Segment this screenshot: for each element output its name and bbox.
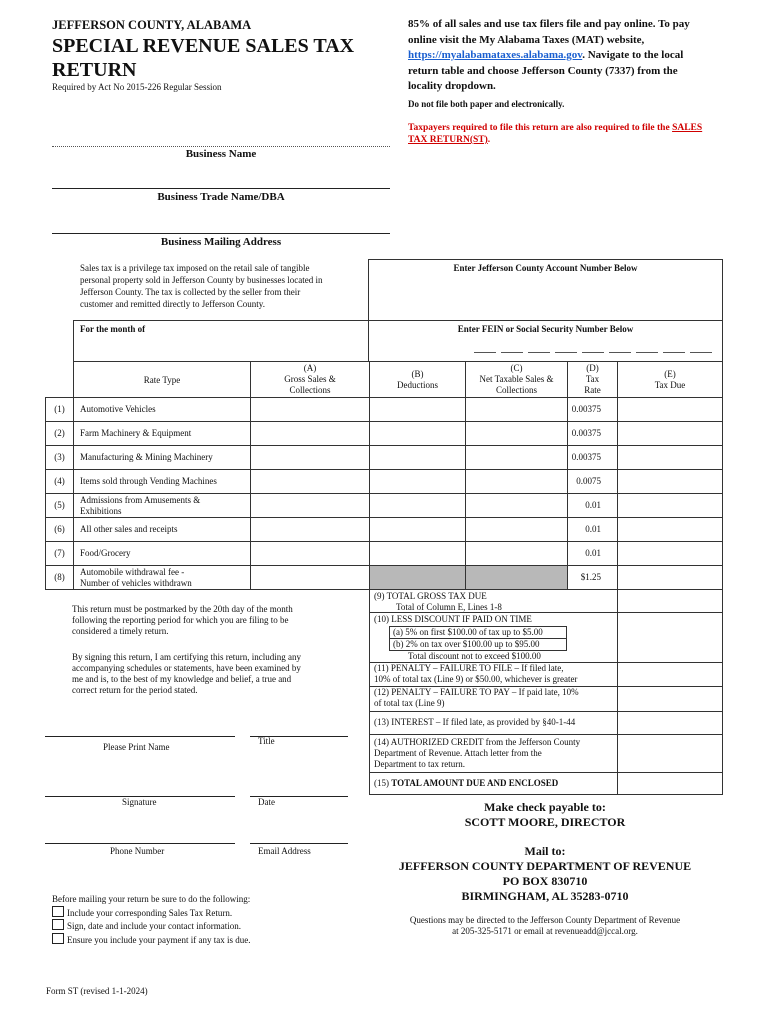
tax-due-input[interactable]: [617, 565, 723, 590]
fein-label: Enter FEIN or Social Security Number Below: [457, 324, 634, 334]
required-by-act: Required by Act No 2015-226 Regular Session: [52, 82, 222, 92]
print-name-line: [45, 736, 235, 737]
info-line: Jefferson County. The tax is collected by the seller from their: [80, 287, 301, 297]
line-12-amount[interactable]: [617, 686, 723, 712]
rate-type-text: Number of vehicles withdrawn: [80, 578, 192, 588]
account-number-label: Enter Jefferson County Account Number Below: [453, 263, 638, 273]
line-15-amount[interactable]: [617, 772, 723, 795]
deductions-input[interactable]: [369, 517, 466, 542]
net-taxable-input[interactable]: [465, 469, 568, 494]
line-15-title: TOTAL AMOUNT DUE AND ENCLOSED: [391, 778, 559, 788]
info-line: personal property sold in Jefferson County by businesses located in: [80, 275, 323, 285]
line-10-title: (10) LESS DISCOUNT IF PAID ON TIME: [374, 614, 532, 624]
fein-box[interactable]: [368, 320, 723, 362]
net-taxable-input[interactable]: [465, 445, 568, 470]
deductions-input[interactable]: [369, 445, 466, 470]
column-d-title: Rate: [584, 385, 601, 395]
title-label: Title: [258, 736, 275, 746]
column-c-title: Collections: [496, 385, 537, 395]
line-11-amount[interactable]: [617, 662, 723, 687]
line-10-label: [374, 614, 614, 625]
business-mailing-address-field[interactable]: [52, 216, 390, 232]
certify-line: accompanying schedules or statements, have been examined by: [72, 663, 301, 673]
column-c-letter: (C): [510, 363, 523, 373]
deductions-input[interactable]: [369, 493, 466, 518]
net-taxable-input[interactable]: [465, 517, 568, 542]
gross-sales-input[interactable]: [250, 493, 370, 518]
net-taxable-input[interactable]: [465, 397, 568, 422]
form-title-line-2: RETURN: [52, 59, 137, 81]
business-name-field[interactable]: [52, 130, 390, 146]
row-8-deductions-disabled: [369, 565, 466, 590]
tax-rate: 0.00375: [567, 421, 618, 446]
divider: [369, 734, 618, 735]
column-e-title: Tax Due: [654, 380, 686, 390]
date-field[interactable]: [250, 780, 348, 796]
line-14-label: [374, 737, 620, 770]
line-9-label: [374, 591, 614, 613]
signature-field[interactable]: [45, 780, 235, 796]
rate-type-text: Food/Grocery: [80, 548, 131, 558]
gross-sales-input[interactable]: [250, 541, 370, 566]
sales-link[interactable]: SALES: [672, 123, 703, 133]
line-12-subtitle: of total tax (Line 9): [374, 698, 445, 708]
email-label: Email Address: [258, 846, 311, 856]
tax-due-input[interactable]: [617, 469, 723, 494]
tax-due-input[interactable]: [617, 445, 723, 470]
divider: [369, 711, 618, 712]
line-10-limit: Total discount not to exceed $100.00: [408, 651, 541, 661]
column-a-title: Gross Sales &: [284, 374, 336, 384]
certify-line: By signing this return, I am certifying this return, including any: [72, 652, 301, 662]
fein-digit-slot[interactable]: [474, 352, 496, 353]
line-15-label: [374, 778, 620, 789]
column-a-header: [250, 361, 370, 398]
gross-sales-input[interactable]: [250, 397, 370, 422]
column-a-title: Collections: [289, 385, 331, 395]
tax-rate: 0.00375: [567, 397, 618, 422]
info-line: Sales tax is a privilege tax imposed on the retail sale of tangible: [80, 263, 310, 273]
fein-digit-slot[interactable]: [555, 352, 577, 353]
signature-label: Signature: [122, 797, 157, 807]
checklist-item-text: Ensure you include your payment if any tax is due.: [67, 934, 251, 945]
gross-sales-input[interactable]: [250, 517, 370, 542]
rate-type-text: Items sold through Vending Machines: [80, 476, 217, 486]
rate-type-header: [73, 361, 251, 398]
divider: [369, 612, 618, 613]
row-number: (8): [45, 565, 74, 590]
column-c-title: Net Taxable Sales &: [479, 374, 554, 384]
row-number: (2): [45, 421, 74, 446]
requirement-text: Taxpayers required to file this return are also required to file the: [408, 123, 673, 133]
tax-due-input[interactable]: [617, 517, 723, 542]
row-number: (1): [45, 397, 74, 422]
trade-name-label: Business Trade Name/DBA: [157, 191, 285, 203]
notice-line: online visit the My Alabama Taxes (MAT) website,: [408, 33, 645, 46]
form-revision: Form ST (revised 1-1-2024): [46, 986, 148, 996]
divider: [369, 772, 618, 773]
column-e-header: [617, 361, 723, 398]
do-not-file-both-note: Do not file both paper and electronically.: [408, 99, 565, 109]
checklist-heading: Before mailing your return be sure to do the following:: [52, 894, 251, 904]
county-heading: JEFFERSON COUNTY, ALABAMA: [52, 18, 252, 32]
line-10b-text: (b) 2% on tax over $100.00 up to $95.00: [393, 639, 540, 649]
sales-tax-info: [80, 262, 370, 310]
mailing-address-underline: [52, 233, 390, 234]
deductions-input[interactable]: [369, 469, 466, 494]
trade-name-underline: [52, 188, 390, 189]
gross-sales-input[interactable]: [250, 445, 370, 470]
certify-line: me and is, to the best of my knowledge and belief, a true and: [72, 674, 292, 684]
line-15-number: (15): [374, 778, 392, 788]
rate-type-text: Manufacturing & Mining Machinery: [80, 452, 213, 462]
business-name-underline: [52, 146, 390, 147]
checklist-checkbox[interactable]: [52, 933, 64, 944]
line-10-amount[interactable]: [617, 612, 723, 663]
online-filing-notice: [408, 17, 738, 95]
deductions-input[interactable]: [369, 541, 466, 566]
tax-rate: 0.01: [567, 541, 618, 566]
tax-rate: $1.25: [567, 565, 618, 590]
form-title-line-1: SPECIAL REVENUE SALES TAX: [52, 35, 355, 57]
tax-rate: 0.00375: [567, 445, 618, 470]
tax-rate: 0.01: [567, 493, 618, 518]
mailing-checklist: [52, 894, 352, 946]
totals-bottom-border: [369, 794, 618, 795]
row-8-net-taxable-disabled: [465, 565, 568, 590]
certify-line: correct return for the period stated.: [72, 685, 198, 695]
column-b-letter: (B): [411, 369, 424, 379]
net-taxable-input[interactable]: [465, 493, 568, 518]
gross-sales-input[interactable]: [250, 565, 370, 590]
tax-rate: 0.0075: [567, 469, 618, 494]
column-d-letter: (D): [586, 363, 599, 373]
line-11-title: (11) PENALTY – FAILURE TO FILE – If filed late,: [374, 663, 564, 673]
email-field[interactable]: [250, 827, 348, 843]
fein-digit-slot[interactable]: [582, 352, 604, 353]
tax-due-input[interactable]: [617, 421, 723, 446]
mail-city: BIRMINGHAM, AL 35283-0710: [461, 889, 629, 903]
checklist-item-text: Sign, date and include your contact information.: [67, 921, 241, 931]
gross-sales-input[interactable]: [250, 469, 370, 494]
rate-type-text: Exhibitions: [80, 506, 122, 516]
certification-statement: [72, 652, 357, 696]
mail-heading: Mail to:: [524, 844, 566, 858]
title-field[interactable]: [250, 720, 348, 736]
fein-digit-slot[interactable]: [636, 352, 658, 353]
account-number-box[interactable]: [368, 259, 723, 321]
rate-type-text: Farm Machinery & Equipment: [80, 428, 192, 438]
tax-due-input[interactable]: [617, 541, 723, 566]
line-13-label: (13) INTEREST – If filed late, as provided by §40-1-44: [374, 717, 576, 727]
requirement-period: .: [487, 135, 491, 145]
column-b-header: [369, 361, 466, 398]
line-13-amount[interactable]: [617, 711, 723, 735]
net-taxable-input[interactable]: [465, 421, 568, 446]
column-a-letter: (A): [303, 363, 317, 373]
date-label: Date: [258, 797, 275, 807]
checklist-checkbox[interactable]: [52, 919, 64, 930]
rate-type-text: Automobile withdrawal fee -: [80, 567, 185, 577]
print-name-field[interactable]: [45, 720, 235, 736]
column-d-title: Tax: [585, 374, 600, 384]
line-12-title: (12) PENALTY – FAILURE TO PAY – If paid late, 10%: [374, 687, 579, 697]
line-11-label: [374, 663, 620, 685]
fein-digit-slot[interactable]: [690, 352, 712, 353]
fein-digit-slot[interactable]: [663, 352, 685, 353]
email-line: [250, 843, 348, 844]
checklist-item: [52, 933, 352, 947]
notice-line: 85% of all sales and use tax filers file and pay online. To pay: [408, 18, 690, 30]
postmark-line: This return must be postmarked by the 20th day of the month: [72, 604, 293, 614]
line-10a-text: (a) 5% on first $100.00 of tax up to $5.00: [393, 627, 543, 637]
row-number: (7): [45, 541, 74, 566]
checklist-item: [52, 919, 352, 933]
rate-type-label: [73, 469, 251, 494]
checklist-checkbox[interactable]: [52, 906, 64, 917]
month-of-label: For the month of: [80, 324, 146, 334]
line-14-amount[interactable]: [617, 734, 723, 773]
tax-due-input[interactable]: [617, 397, 723, 422]
rate-type-label: [73, 421, 251, 446]
mail-department: JEFFERSON COUNTY DEPARTMENT OF REVENUE: [398, 859, 692, 873]
totals-left-border: [369, 589, 370, 794]
line-9-amount[interactable]: [617, 589, 723, 613]
sales-tax-return-link[interactable]: TAX RETURN(ST): [408, 135, 488, 145]
payable-heading: Make check payable to:: [484, 800, 606, 814]
fein-digit-slot[interactable]: [528, 352, 550, 353]
rate-type-text: All other sales and receipts: [80, 524, 178, 534]
row-number: (5): [45, 493, 74, 518]
rate-type-label: [73, 493, 251, 518]
deductions-input[interactable]: [369, 421, 466, 446]
postmark-notice: [72, 604, 357, 637]
rate-type-label: [73, 565, 251, 590]
payable-block: [380, 800, 710, 830]
questions-contact: [380, 915, 710, 937]
tax-rate: 0.01: [567, 517, 618, 542]
row-number: (6): [45, 517, 74, 542]
line-11-subtitle: 10% of total tax (Line 9) or $50.00, whichever is greater: [374, 674, 578, 684]
checklist-item: [52, 906, 352, 920]
notice-line: return table and choose Jefferson County (7337) from the: [408, 64, 678, 77]
mat-website-link[interactable]: https://myalabamataxes.alabama.gov: [408, 49, 583, 61]
rate-type-label: [73, 517, 251, 542]
business-trade-name-field[interactable]: [52, 172, 390, 188]
notice-line: locality dropdown.: [408, 80, 496, 92]
line-10b-box: [389, 638, 567, 651]
fein-digit-slot[interactable]: [501, 352, 523, 353]
tax-due-input[interactable]: [617, 493, 723, 518]
column-e-letter: (E): [664, 369, 676, 379]
print-name-label: Please Print Name: [103, 742, 170, 752]
column-c-header: [465, 361, 568, 398]
phone-line: [45, 843, 235, 844]
postmark-line: following the reporting period for which you are filing to be: [72, 615, 289, 625]
payable-director: SCOTT MOORE, DIRECTOR: [464, 815, 626, 829]
net-taxable-input[interactable]: [465, 541, 568, 566]
month-of-box[interactable]: [73, 320, 369, 362]
rate-type-label: [73, 445, 251, 470]
deductions-input[interactable]: [369, 397, 466, 422]
notice-text: . Navigate to the local: [582, 49, 684, 61]
rate-type-label: [73, 397, 251, 422]
row-number: (3): [45, 445, 74, 470]
checklist-item-text: Include your corresponding Sales Tax Return.: [67, 907, 233, 918]
phone-label: Phone Number: [110, 846, 165, 856]
line-14-subtitle: Department to tax return.: [374, 759, 465, 769]
line-14-subtitle: Department of Revenue. Attach letter from the: [374, 748, 542, 758]
phone-field[interactable]: [45, 827, 235, 843]
line-9-subtitle: Total of Column E, Lines 1-8: [396, 602, 502, 612]
info-line: customer and remitted directly to Jefferson County.: [80, 299, 265, 309]
rate-type-text: Admissions from Amusements &: [80, 495, 201, 505]
notice-line: [408, 48, 738, 64]
rate-type-header-text: Rate Type: [143, 375, 181, 385]
column-d-header: [567, 361, 618, 398]
line-12-label: [374, 687, 620, 709]
gross-sales-input[interactable]: [250, 421, 370, 446]
questions-line: Questions may be directed to the Jefferson County Department of Revenue: [409, 915, 681, 925]
questions-line: at 205-325-5171 or email at revenueadd@jccal.org.: [452, 926, 638, 936]
rate-type-text: Automotive Vehicles: [80, 404, 156, 414]
form-title: [52, 34, 354, 82]
mail-to-block: [380, 844, 710, 904]
row-number: (4): [45, 469, 74, 494]
business-name-label: Business Name: [185, 148, 257, 160]
column-b-title: Deductions: [397, 380, 438, 390]
sales-tax-return-requirement: [408, 122, 738, 146]
mailing-address-label: Business Mailing Address: [160, 236, 282, 248]
mail-po-box: PO BOX 830710: [502, 874, 588, 888]
line-9-title: (9) TOTAL GROSS TAX DUE: [374, 591, 487, 601]
postmark-line: considered a timely return.: [72, 626, 169, 636]
line-14-title: (14) AUTHORIZED CREDIT from the Jefferson County: [374, 737, 581, 747]
rate-type-label: [73, 541, 251, 566]
fein-digit-slot[interactable]: [609, 352, 631, 353]
